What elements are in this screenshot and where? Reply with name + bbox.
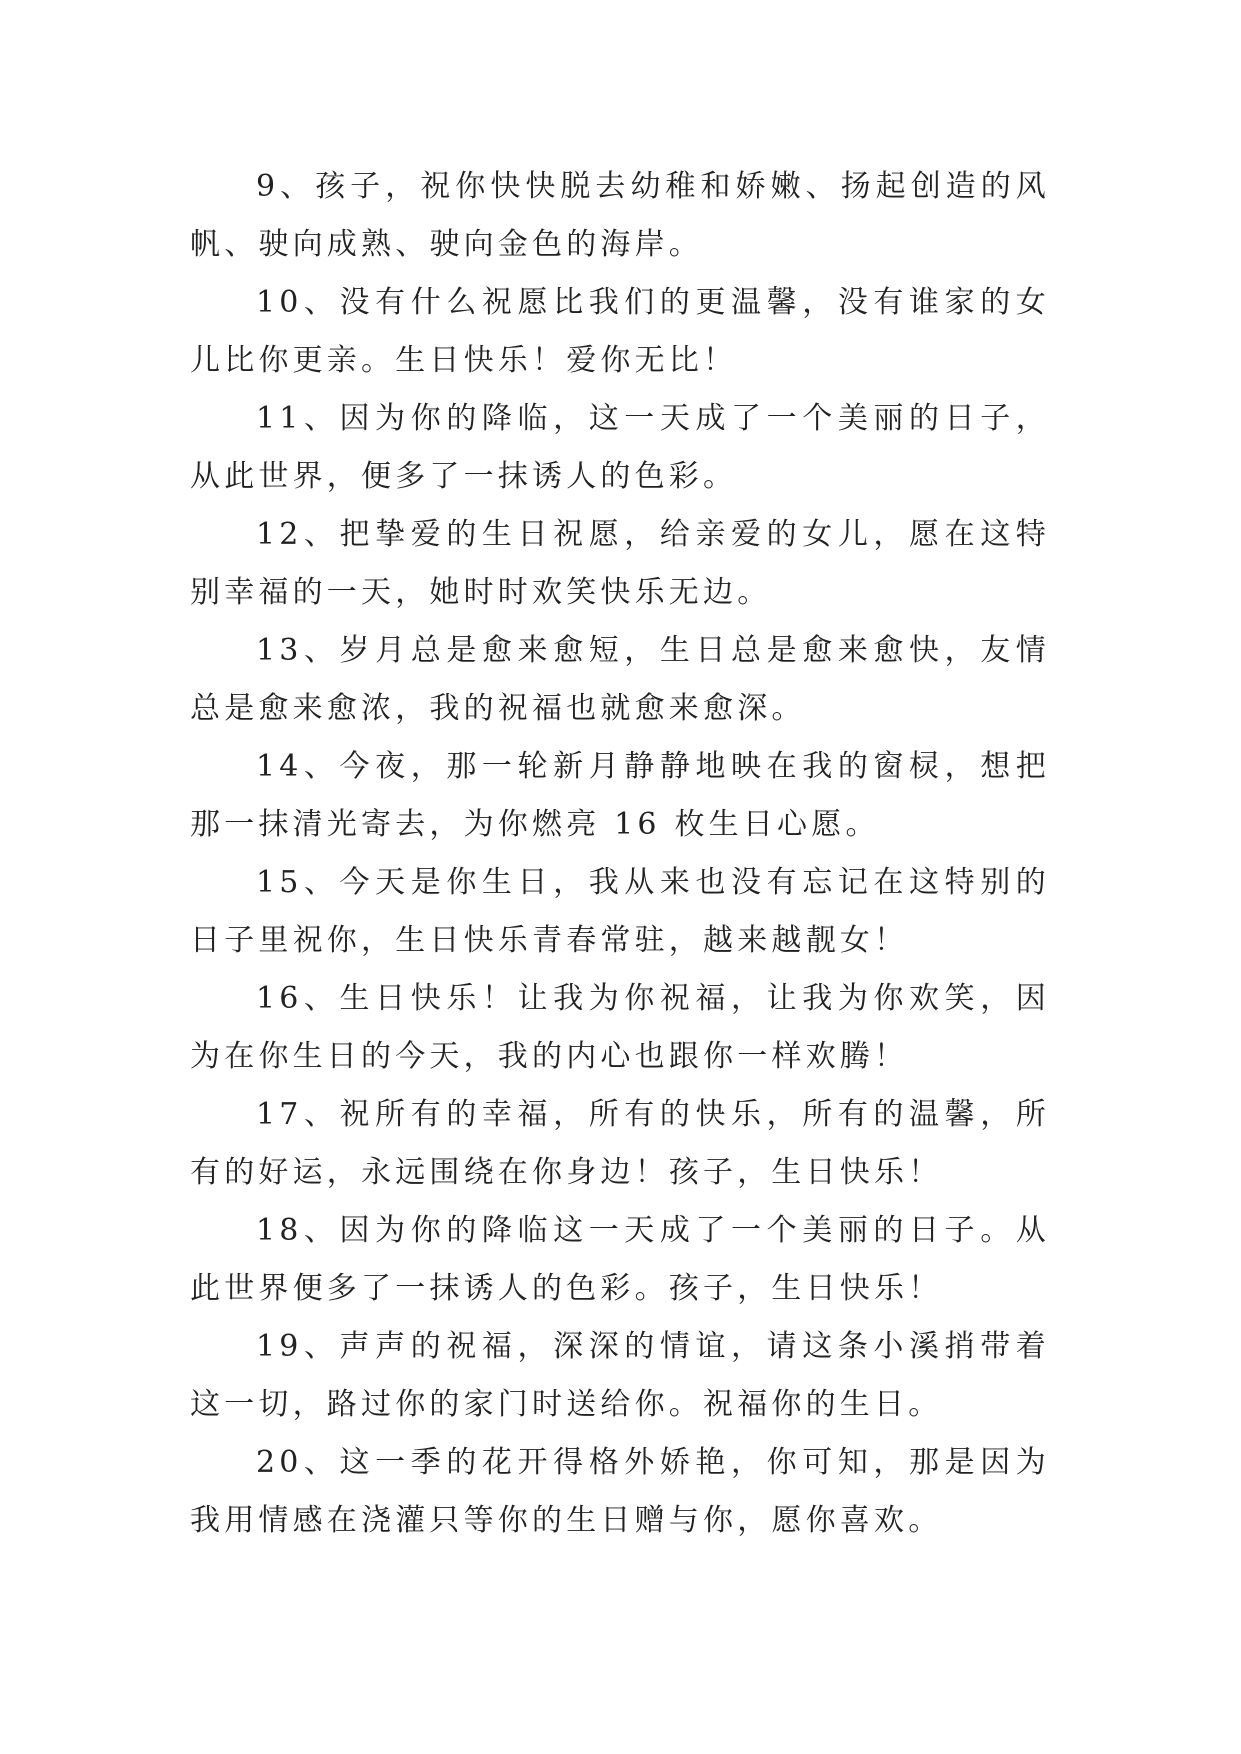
paragraph-19: 19、声声的祝福，深深的情谊，请这条小溪捎带着这一切，路过你的家门时送给你。祝福你的生日。 xyxy=(190,1329,1050,1422)
paragraph-15: 15、今天是你生日，我从来也没有忘记在这特别的日子里祝你，生日快乐青春常驻，越来越靓女！ xyxy=(190,865,1050,958)
paragraph-18: 18、因为你的降临这一天成了一个美丽的日子。从此世界便多了一抹诱人的色彩。孩子，生日快乐！ xyxy=(190,1213,1050,1306)
paragraph-17: 17、祝所有的幸福，所有的快乐，所有的温馨，所有的好运，永远围绕在你身边！孩子，生日快乐！ xyxy=(190,1097,1050,1190)
paragraph-13: 13、岁月总是愈来愈短，生日总是愈来愈快，友情总是愈来愈浓，我的祝福也就愈来愈深。 xyxy=(190,633,1050,726)
document-body xyxy=(190,158,1050,1550)
paragraph-14: 14、今夜，那一轮新月静静地映在我的窗棂，想把那一抹清光寄去，为你燃亮 16 枚生日心愿。 xyxy=(190,749,1050,842)
paragraph-11: 11、因为你的降临，这一天成了一个美丽的日子，从此世界，便多了一抹诱人的色彩。 xyxy=(190,401,1050,494)
paragraph-10: 10、没有什么祝愿比我们的更温馨，没有谁家的女儿比你更亲。生日快乐！爱你无比！ xyxy=(190,285,1050,378)
paragraph-9: 9、孩子，祝你快快脱去幼稚和娇嫩、扬起创造的风帆、驶向成熟、驶向金色的海岸。 xyxy=(190,169,1050,262)
paragraph-12: 12、把挚爱的生日祝愿，给亲爱的女儿，愿在这特别幸福的一天，她时时欢笑快乐无边。 xyxy=(190,517,1050,610)
paragraph-20: 20、这一季的花开得格外娇艳，你可知，那是因为我用情感在浇灌只等你的生日赠与你，愿你喜欢。 xyxy=(190,1445,1050,1538)
paragraph-16: 16、生日快乐！让我为你祝福，让我为你欢笑，因为在你生日的今天，我的内心也跟你一样欢腾！ xyxy=(190,981,1050,1074)
